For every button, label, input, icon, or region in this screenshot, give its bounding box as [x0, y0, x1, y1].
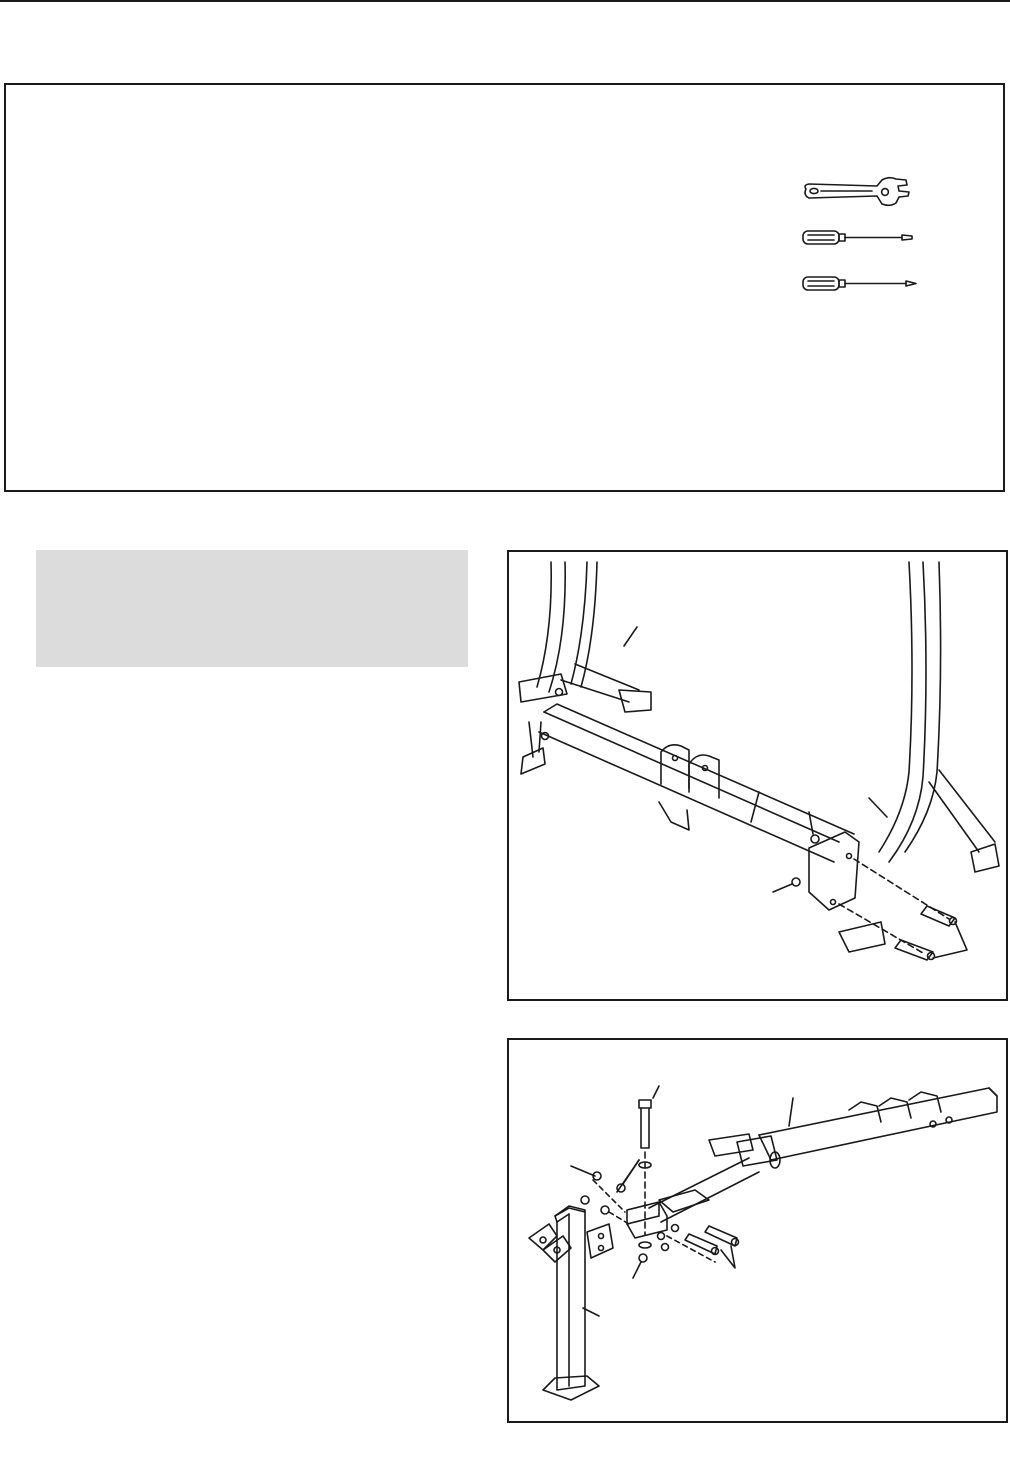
right-upright-frame	[839, 562, 999, 952]
left-upright-frame	[519, 562, 651, 774]
tools-box	[4, 83, 1005, 492]
callout-line	[773, 884, 792, 892]
side-bolts	[685, 1226, 739, 1268]
nut-lower	[792, 878, 800, 886]
nut-upper	[811, 835, 819, 843]
end-cap-plate	[809, 832, 859, 910]
adjustable-wrench-icon	[805, 178, 909, 206]
phillips-screwdriver-icon	[803, 277, 916, 290]
flat-screwdriver-icon	[803, 231, 912, 244]
front-leg	[543, 1206, 599, 1400]
center-brackets	[659, 745, 719, 830]
left-nuts	[571, 1160, 639, 1224]
assembly-figure-1	[507, 550, 1008, 1001]
pivot-tube	[709, 1134, 780, 1168]
base-crossbar	[539, 704, 854, 862]
seat-frame-rail	[759, 1088, 997, 1160]
top-rule	[0, 0, 1010, 2]
top-bolt	[639, 1086, 659, 1235]
note-panel	[36, 550, 468, 667]
bolts	[839, 859, 967, 960]
assembly-figure-2	[507, 1038, 1008, 1423]
leg-brackets	[529, 1224, 613, 1262]
